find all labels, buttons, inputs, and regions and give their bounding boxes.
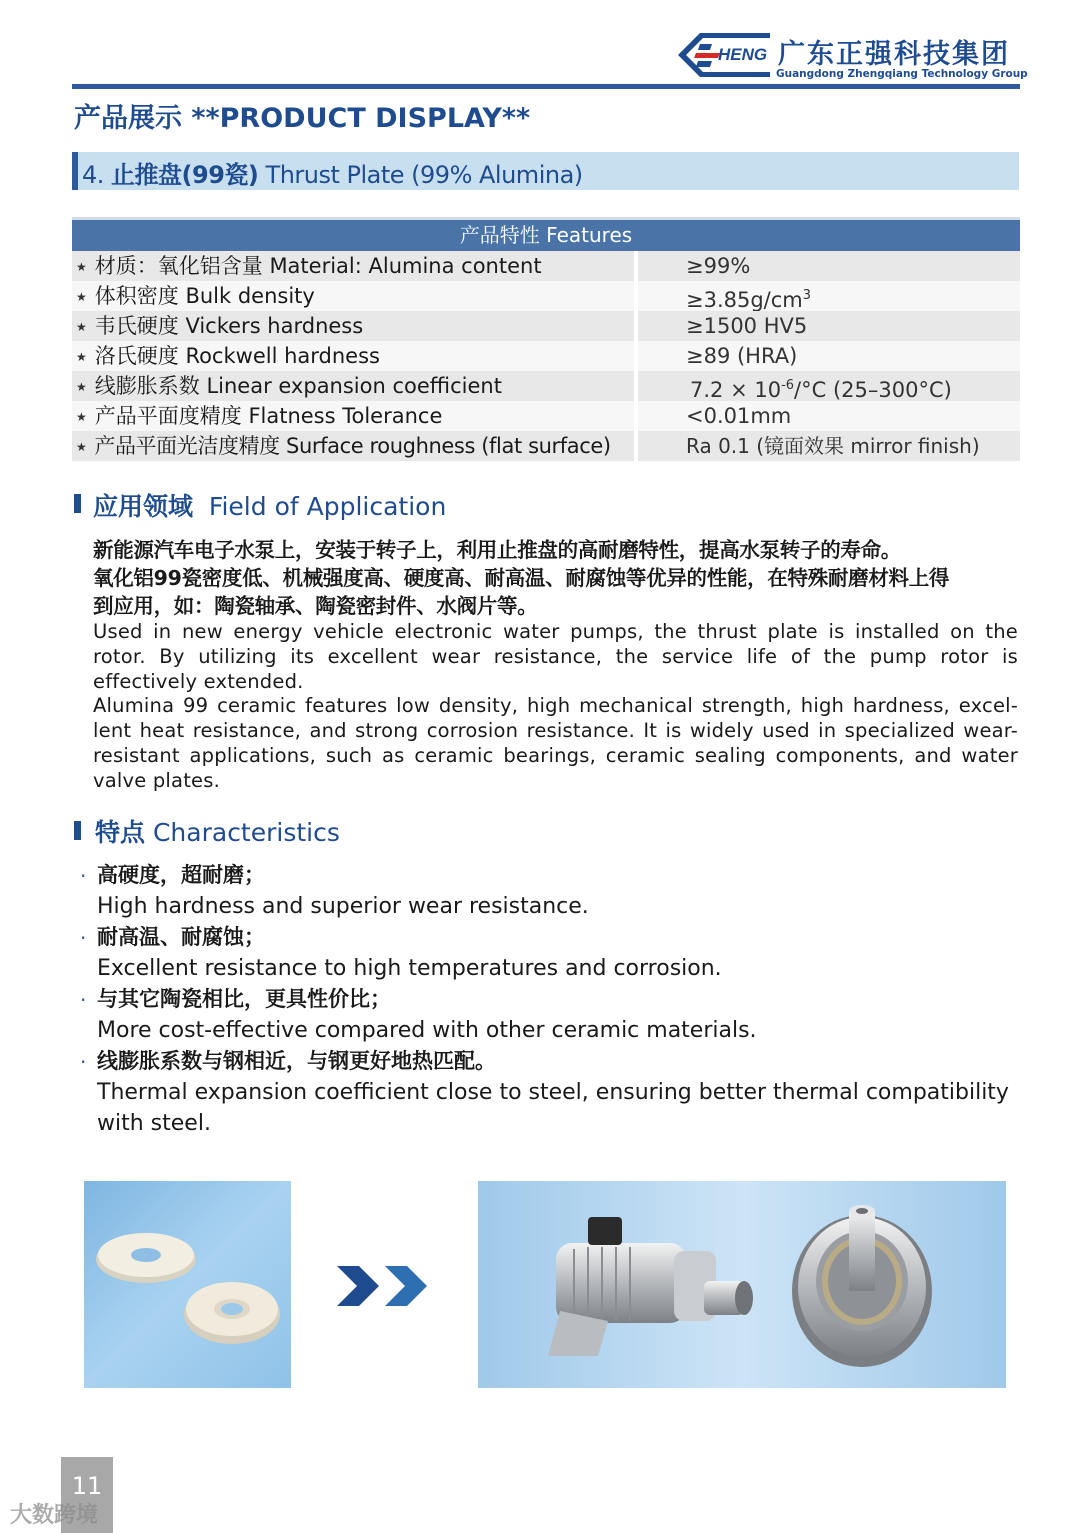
star-icon: ★ (76, 290, 87, 304)
product-name-cn: 止推盘(99瓷) (111, 161, 259, 189)
feature-label: 体积密度 Bulk density (94, 284, 315, 308)
features-table-header: 产品特性 Features (72, 217, 1020, 251)
table-row (72, 251, 1020, 281)
chevron-right-icon (335, 1262, 431, 1310)
application-cn-line: 到应用，如：陶瓷轴承、陶瓷密封件、水阀片等。 (93, 594, 538, 618)
application-heading: 应用领域 Field of Application (93, 492, 447, 521)
characteristics-list (80, 860, 1020, 1139)
product-number: 4. (82, 161, 104, 189)
application-heading-bar (74, 494, 81, 513)
feature-label: 产品平面光洁度精度 Surface roughness (flat surface) (94, 434, 611, 458)
list-item: · 高硬度，超耐磨； High hardness and superior wear resistance. (80, 863, 589, 919)
table-row (72, 431, 1020, 461)
table-row (72, 371, 1020, 401)
star-icon: ★ (76, 260, 87, 274)
features-table (72, 217, 1020, 461)
application-en-paragraph: Used in new energy vehicle electronic water pumps, the thrust plate is installed on the rotor. By utilizing its excellent wear resistance, the service life of the pump rotor is effectively extended. (93, 620, 1018, 693)
star-icon: ★ (76, 440, 87, 454)
application-en-paragraph: Alumina 99 ceramic features low density, high mechanical strength, high hardness, excel-lent heat resistance, and strong corrosion resistance. It is widely used in specialized wear-resistant applications, such as ceramic bearings, ceramic sealing components, and water valve plates. (93, 694, 1018, 792)
list-item: · 与其它陶瓷相比，更具性价比； More cost-effective compared with other ceramic materials. (80, 987, 757, 1043)
product-name-en: Thrust Plate (99% Alumina) (265, 161, 583, 189)
header-divider (72, 84, 1020, 89)
application-cn-line: 氧化铝99瓷密度低、机械强度高、硬度高、耐高温、耐腐蚀等优异的性能，在特殊耐磨材料上得 (93, 566, 950, 590)
application-cn-line: 新能源汽车电子水泵上，安装于转子上，利用止推盘的高耐磨特性，提高水泵转子的寿命。 (93, 538, 901, 562)
star-icon: ★ (76, 410, 87, 424)
company-name-cn: 广东正强科技集团 (778, 39, 1010, 70)
list-item: · 耐高温、耐腐蚀； Excellent resistance to high temperatures and corrosion. (80, 925, 722, 981)
section-heading: 产品展示 **PRODUCT DISPLAY** (74, 103, 531, 134)
feature-value: $7.2 \times 10^{-6}/^\circ C$ (25–300°C) (638, 371, 1020, 401)
feature-value: <0.01mm (638, 401, 1020, 431)
table-row (72, 281, 1020, 311)
feature-label: 线膨胀系数 Linear expansion coefficient (94, 374, 502, 398)
table-row (72, 341, 1020, 371)
feature-value: $\ge 3.85g/cm^3$ (638, 281, 1020, 311)
feature-value: ≥1500 HV5 (638, 311, 1020, 341)
star-icon: ★ (76, 380, 87, 394)
application-body (93, 536, 1018, 794)
company-logo (676, 30, 772, 80)
company-name-en: Guangdong Zhengqiang Technology Group (776, 68, 1028, 80)
star-icon: ★ (76, 320, 87, 334)
thrust-plate-photo (84, 1181, 291, 1388)
star-icon: ★ (76, 350, 87, 364)
table-row (72, 311, 1020, 341)
feature-label: 韦氏硬度 Vickers hardness (94, 314, 364, 338)
bullet-icon: · (80, 988, 87, 1012)
page-number: 11 (71, 1472, 103, 1500)
feature-value: ≥89 (HRA) (638, 341, 1020, 371)
feature-value: Ra 0.1 (镜面效果 mirror finish) (638, 431, 1020, 461)
product-title (82, 155, 583, 190)
list-item: · 线膨胀系数与钢相近，与钢更好地热匹配。 Thermal expansion coefficient close to steel, ensuring better thermal compatibility with steel. (80, 1049, 1009, 1136)
bullet-icon: · (80, 1050, 87, 1074)
water-pump-photo (478, 1181, 1006, 1388)
characteristics-heading: 特点 Characteristics (95, 818, 340, 847)
feature-label: 洛氏硬度 Rockwell hardness (94, 344, 380, 368)
characteristics-heading-bar (74, 821, 81, 840)
bullet-icon: · (80, 926, 87, 950)
feature-label: 材质：氧化铝含量 Material: Alumina content (94, 254, 542, 278)
table-row (72, 401, 1020, 431)
logo-text: HENG (718, 45, 768, 64)
watermark: 大数跨境 (10, 1503, 99, 1528)
feature-value: ≥99% (638, 251, 1020, 281)
bullet-icon: · (80, 864, 87, 888)
feature-label: 产品平面度精度 Flatness Tolerance (94, 404, 443, 428)
